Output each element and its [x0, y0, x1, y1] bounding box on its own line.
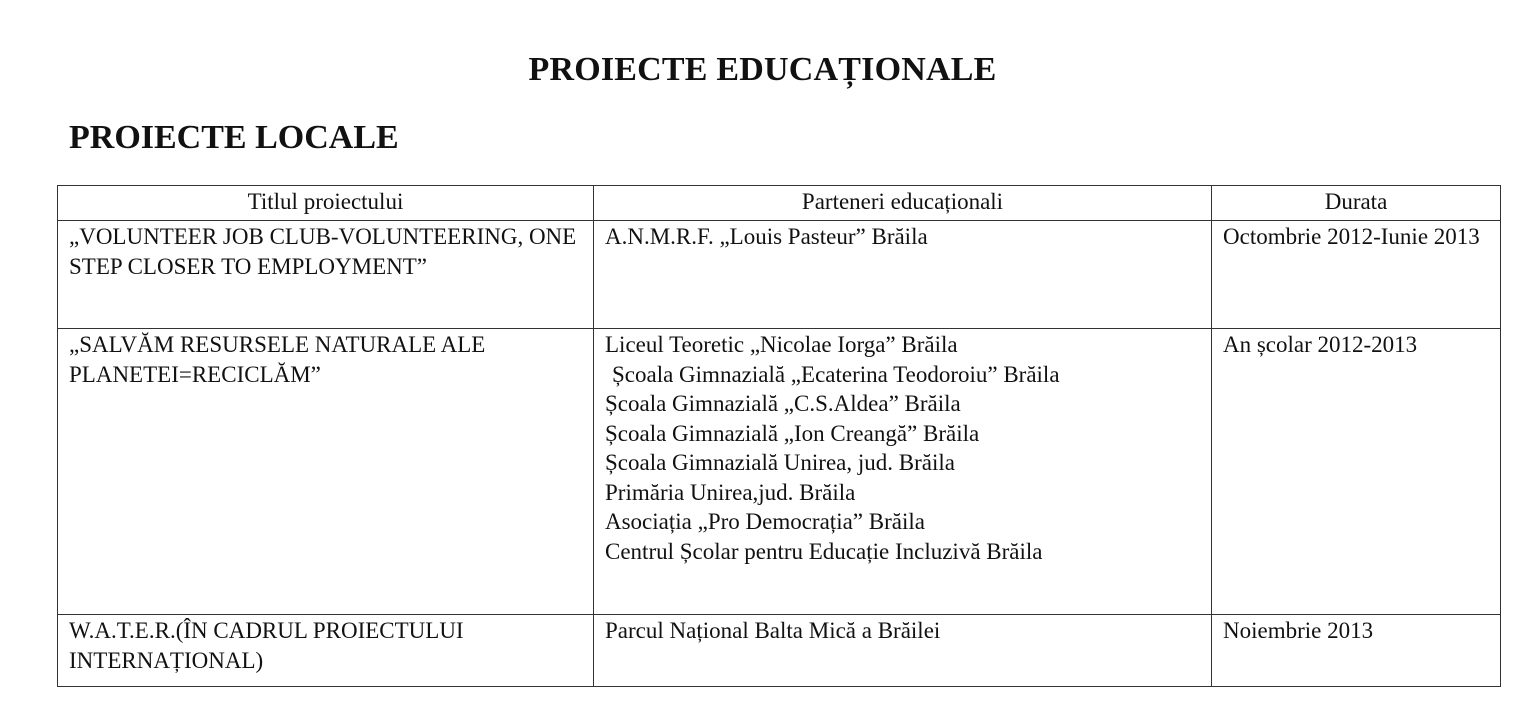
project-duration-cell: Octombrie 2012-Iunie 2013 — [1212, 221, 1501, 329]
partner-item: Parcul Național Balta Mică a Brăilei — [605, 618, 941, 643]
project-duration-cell: Noiembrie 2013 — [1212, 615, 1501, 687]
partner-item: Liceul Teoretic „Nicolae Iorga” Brăila — [605, 332, 958, 357]
partner-item: A.N.M.R.F. „Louis Pasteur” Brăila — [605, 224, 928, 249]
column-header-title: Titlul proiectului — [58, 186, 594, 221]
project-partners-cell — [594, 221, 1212, 329]
projects-table — [57, 185, 1501, 687]
column-header-duration: Durata — [1212, 186, 1501, 221]
project-duration-cell: An școlar 2012-2013 — [1212, 329, 1501, 615]
column-header-partners: Parteneri educaționali — [594, 186, 1212, 221]
partner-item: Primăria Unirea,jud. Brăila — [605, 479, 856, 505]
project-title-cell: „VOLUNTEER JOB CLUB-VOLUNTEERING, ONE STEP CLOSER TO EMPLOYMENT” — [58, 221, 594, 329]
project-title-cell: „SALVĂM RESURSELE NATURALE ALE PLANETEI=RECICLĂM” — [58, 329, 594, 615]
project-partners-cell — [594, 615, 1212, 687]
section-title: PROIECTE LOCALE — [69, 119, 399, 156]
partner-item: Școala Gimnazială Unirea, jud. Brăila — [605, 450, 955, 475]
table-row — [58, 615, 1501, 687]
table-header-row — [58, 186, 1501, 221]
project-partners-cell — [594, 329, 1212, 615]
partner-item: Școala Gimnazială „Ecaterina Teodoroiu” Brăila — [612, 361, 1060, 387]
partner-item: Centrul Școlar pentru Educație Incluzivă Brăila — [605, 538, 1043, 564]
project-title-cell: W.A.T.E.R.(ÎN CADRUL PROIECTULUI INTERNAȚIONAL) — [58, 615, 594, 687]
partner-item: Școala Gimnazială „Ion Creangă” Brăila — [605, 420, 980, 446]
table-row — [58, 329, 1501, 615]
partner-item: Școala Gimnazială „C.S.Aldea” Brăila — [605, 391, 961, 416]
page-title: PROIECTE EDUCAȚIONALE — [528, 51, 997, 88]
table-row — [58, 221, 1501, 329]
partner-item: Asociația „Pro Democrația” Brăila — [605, 509, 925, 534]
